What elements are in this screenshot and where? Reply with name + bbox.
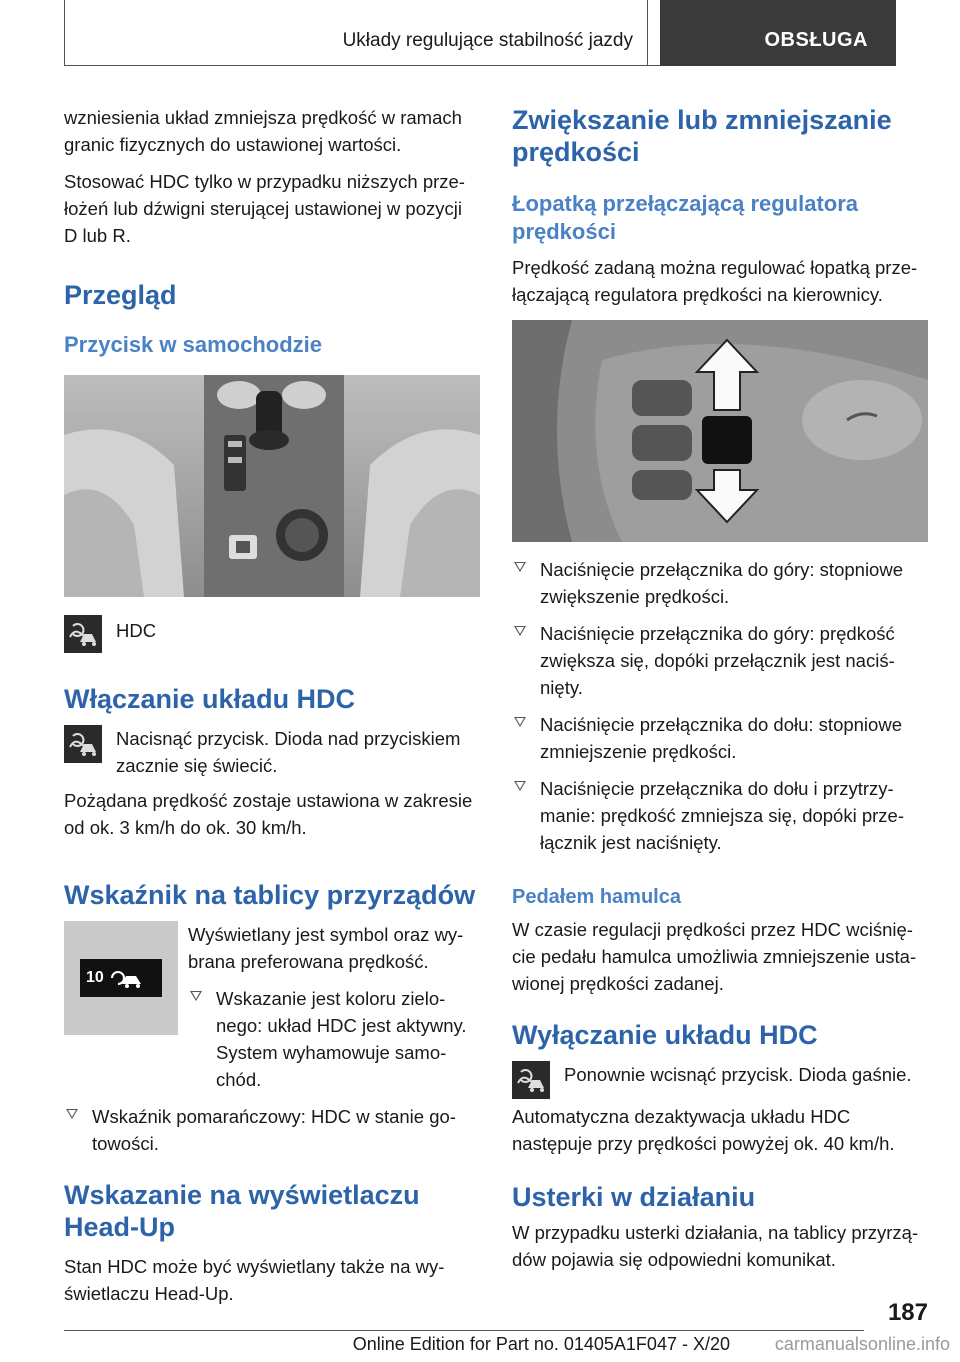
heading-button-in-car: Przycisk w samochodzie — [64, 332, 322, 357]
edition-note: Online Edition for Part no. 01405A1F047 - X/20 — [352, 1334, 730, 1354]
indicator-list — [188, 985, 480, 1093]
indicator-display — [80, 959, 162, 997]
section-title: Układy regulujące stabilność jazdy — [342, 30, 633, 51]
page-number: 187 — [887, 1299, 928, 1326]
left-column — [64, 104, 480, 1317]
list-item: Naciśnięcie przełącznika do góry: stopniowe zwiększenie prędkości. — [512, 556, 928, 610]
paragraph: Stan HDC może być wyświetlany także na wy‐świetlaczu Head-Up. — [64, 1256, 445, 1304]
indicator-speed: 10 — [86, 969, 104, 986]
hdc-button-icon — [64, 725, 102, 763]
bullet-triangle-icon — [514, 717, 526, 727]
hdc-button-icon — [512, 1061, 550, 1099]
bullet-triangle-icon — [514, 781, 526, 791]
list-item: Naciśnięcie przełącznika do dołu: stopniowe zmniejszenie prędkości. — [512, 711, 928, 765]
paragraph: Stosować HDC tylko w przypadku niższych prze‐łożeń lub dźwigni sterującej ustawionej w pozycji D lub R. — [64, 171, 465, 246]
heading-instrument-indicator: Wskaźnik na tablicy przyrządów — [64, 880, 476, 910]
disable-instruction — [512, 1061, 928, 1099]
hdc-label: HDC — [116, 620, 157, 641]
indicator-list-2 — [64, 1103, 480, 1157]
paragraph: wzniesienia układ zmniejsza prędkość w ramach granic fizycznych do ustawionej wartości. — [64, 107, 462, 155]
center-console-illustration — [64, 375, 480, 597]
bullet-triangle-icon — [514, 626, 526, 636]
paragraph: Automatyczna dezaktywacja układu HDC następuje przy prędkości powyżej ok. 40 km/h. — [512, 1106, 895, 1154]
header-section — [64, 0, 648, 66]
heading-brake-pedal: Pedałem hamulca — [512, 886, 681, 908]
paragraph: Pożądana prędkość zostaje ustawiona w zakresie od ok. 3 km/h do ok. 30 km/h. — [64, 790, 473, 838]
list-item: Wskaźnik pomarańczowy: HDC w stanie go‐towości. — [64, 1103, 480, 1157]
hdc-legend — [64, 615, 480, 653]
indicator-image — [64, 921, 178, 1035]
heading-overview: Przegląd — [64, 280, 177, 310]
watermark: carmanualsonline.info — [774, 1334, 950, 1354]
bullet-triangle-icon — [514, 562, 526, 572]
disable-text: Ponownie wcisnąć przycisk. Dioda gaśnie. — [564, 1064, 912, 1085]
heading-paddle: Łopatką przełączającą regulatora prędkości — [512, 191, 859, 244]
list-item: Naciśnięcie przełącznika do dołu i przytrzy‐manie: prędkość zmniejsza się, dopóki prze‐łącznik jest naciśnięty. — [512, 775, 928, 856]
paddle-steps-list — [512, 556, 928, 856]
enable-text: Nacisnąć przycisk. Dioda nad przyciskiem zacznie się świecić. — [116, 728, 461, 776]
bullet-triangle-icon — [66, 1109, 78, 1119]
indicator-block — [64, 921, 480, 1103]
steering-wheel-illustration — [512, 320, 928, 542]
hdc-symbol-icon — [110, 966, 150, 990]
console-photo — [64, 375, 480, 597]
chapter-tab — [660, 0, 896, 66]
heading-faults: Usterki w działaniu — [512, 1182, 756, 1212]
list-item: Wskazanie jest koloru zielo‐nego: układ HDC jest aktywny. System wyhamowuje samo‐chód. — [188, 985, 480, 1093]
list-item: Naciśnięcie przełącznika do góry: prędkość zwiększa się, dopóki przełącznik jest naciś‐nięty. — [512, 620, 928, 701]
steering-wheel-photo — [512, 320, 928, 542]
footer-rule — [64, 1330, 864, 1331]
enable-instruction — [64, 725, 480, 779]
chapter-label: OBSŁUGA — [764, 29, 868, 51]
right-column — [512, 104, 928, 1283]
bullet-triangle-icon — [190, 991, 202, 1001]
indicator-text: Wyświetlany jest symbol oraz wy‐brana preferowana prędkość. — [188, 924, 464, 972]
heading-disable-hdc: Wyłączanie układu HDC — [512, 1020, 818, 1050]
heading-speed-change: Zwiększanie lub zmniejszanie prędkości — [512, 105, 892, 167]
paragraph: W czasie regulacji prędkości przez HDC wciśnię‐cie pedału hamulca umożliwia zmniejszenie usta‐wionej prędkości zadanej. — [512, 919, 917, 994]
heading-enable-hdc: Włączanie układu HDC — [64, 684, 356, 714]
paragraph: Prędkość zadaną można regulować łopatką prze‐łączającą regulatora prędkości na kierownicy. — [512, 257, 918, 305]
paragraph: W przypadku usterki działania, na tablicy przyrzą‐dów pojawia się odpowiedni komunikat. — [512, 1222, 919, 1270]
hdc-button-icon — [64, 615, 102, 653]
heading-head-up-display: Wskazanie na wyświetlaczu Head-Up — [64, 1180, 420, 1242]
